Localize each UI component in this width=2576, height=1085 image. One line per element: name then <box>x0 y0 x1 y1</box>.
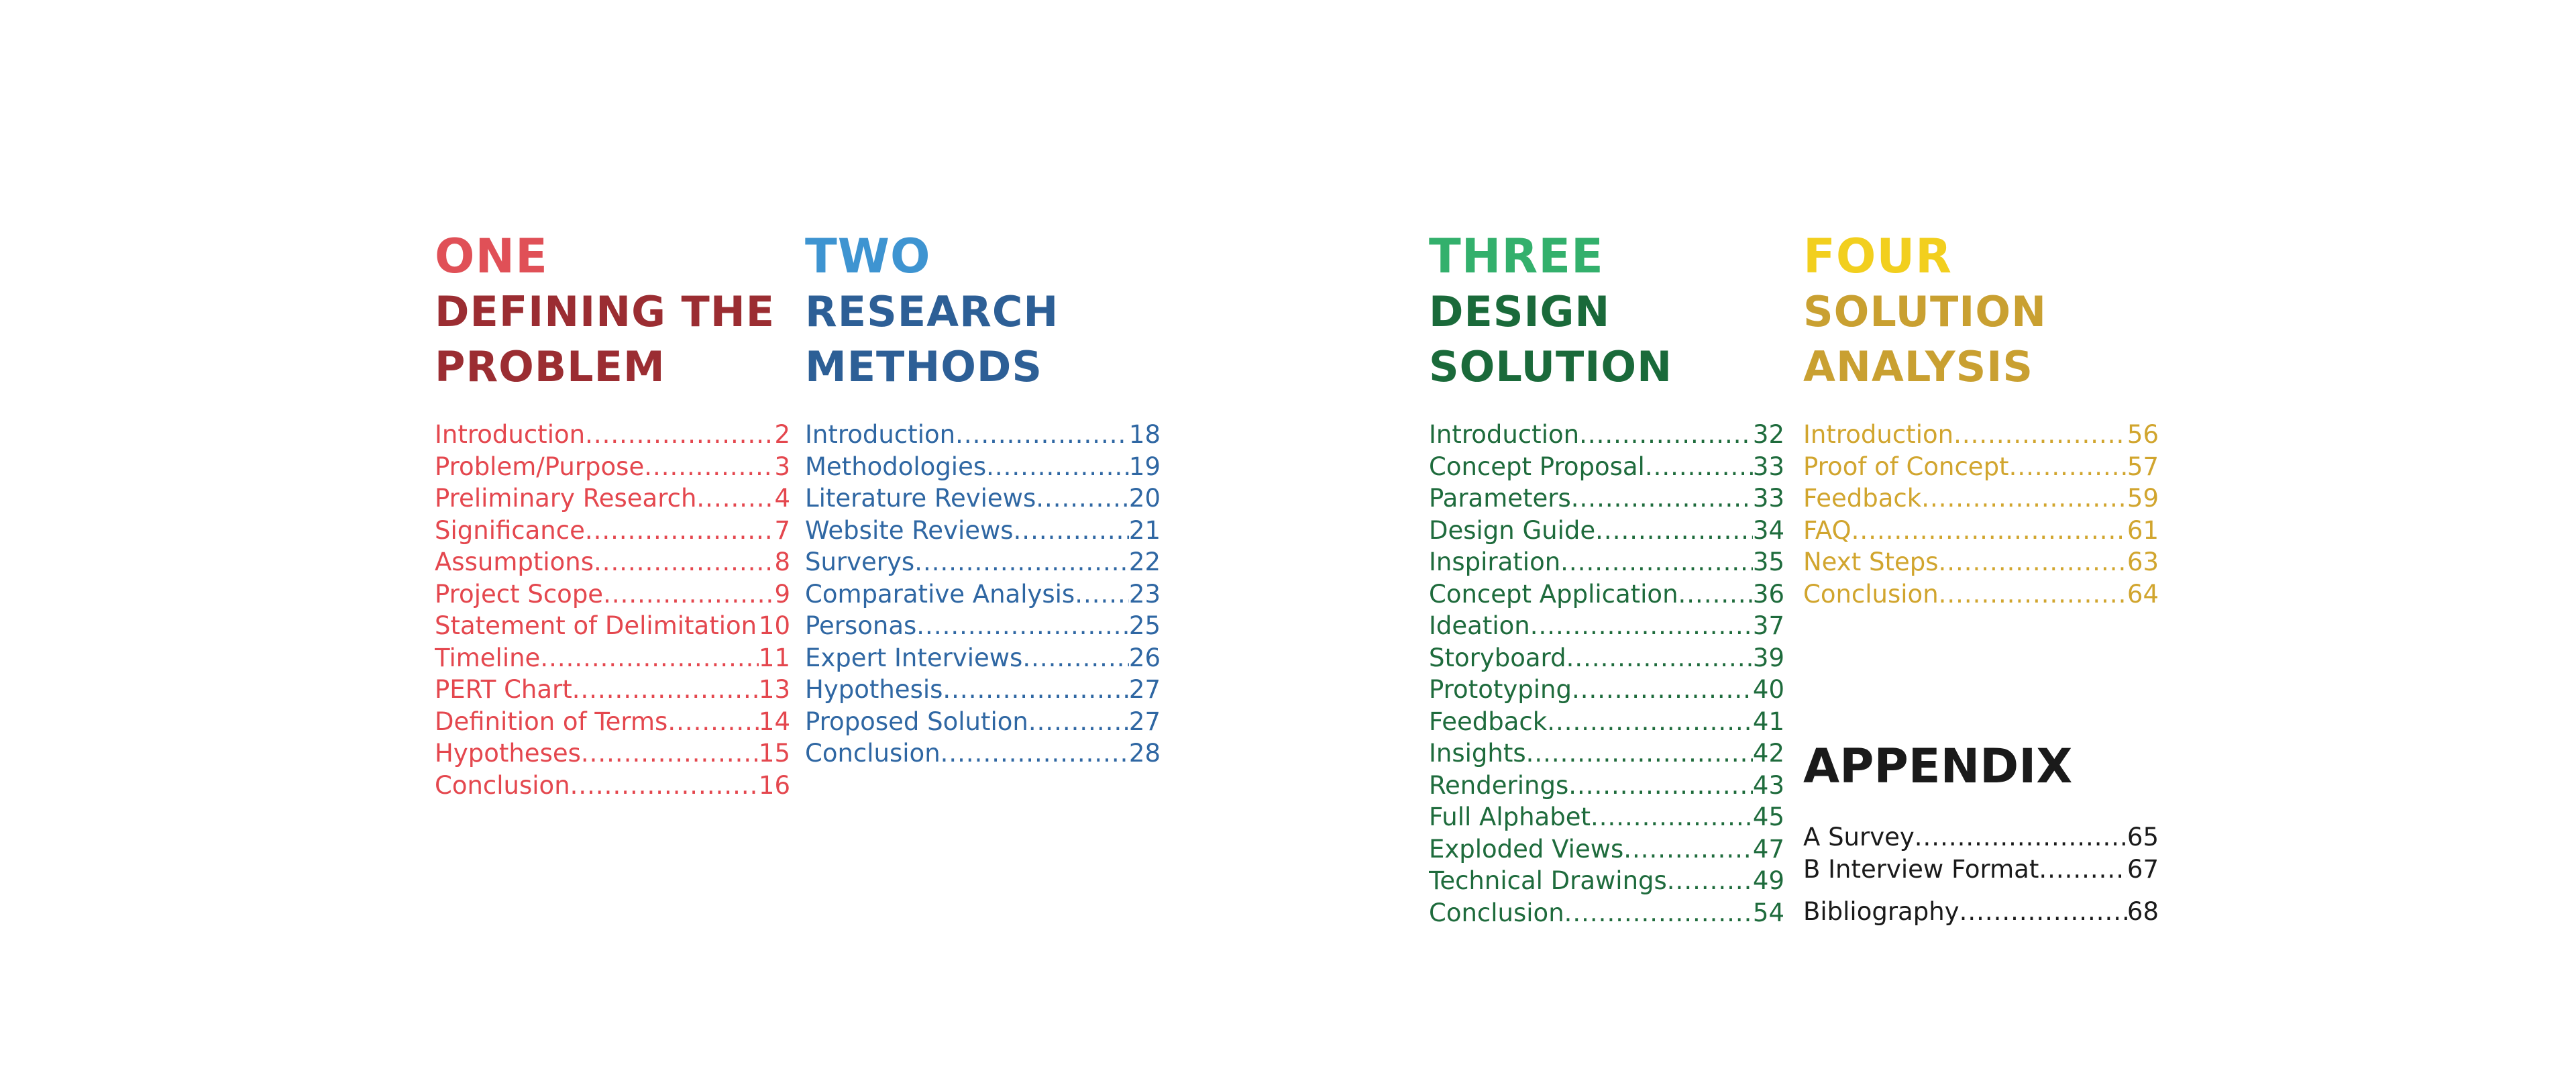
toc-leader-dots <box>1960 896 2127 928</box>
toc-leader-dots <box>943 674 1129 706</box>
toc-entry-label: Website Reviews <box>805 515 1014 545</box>
toc-entry-page: 18 <box>1128 420 1161 449</box>
toc-entry-page: 67 <box>2127 854 2159 884</box>
toc-entry <box>1429 865 1784 897</box>
toc-leader-dots <box>585 515 775 547</box>
toc-leader-dots <box>1851 515 2127 547</box>
toc-leader-dots <box>572 674 759 706</box>
toc-entry-label: Next Steps <box>1803 548 1939 576</box>
toc-entry-page: 21 <box>1128 515 1161 545</box>
toc-entry <box>1803 451 2159 483</box>
toc-entry <box>1429 610 1784 642</box>
section-four-title-line1: SOLUTION <box>1803 287 2047 336</box>
toc-entry-label: Comparative Analysis <box>805 579 1075 609</box>
toc-leader-dots <box>1645 451 1753 483</box>
toc-entry-page: 37 <box>1752 611 1784 640</box>
toc-entry-label: Parameters <box>1429 484 1571 513</box>
section-three <box>1429 228 1784 929</box>
toc-entry-page: 15 <box>758 739 790 768</box>
toc-leader-dots <box>1530 610 1753 642</box>
toc-leader-dots <box>2039 854 2127 886</box>
toc-entry-label: Inspiration <box>1429 548 1561 576</box>
toc-entry-page: 56 <box>2127 420 2159 449</box>
toc-entry-page: 13 <box>758 675 790 704</box>
toc-entry-page: 68 <box>2127 897 2159 926</box>
toc-entry-label: Hypotheses <box>435 739 581 768</box>
toc-entry <box>435 737 790 770</box>
toc-entry-page: 3 <box>774 452 790 481</box>
toc-entry-bibliography <box>1803 896 2159 928</box>
toc-leader-dots <box>1022 642 1129 674</box>
toc-entry <box>805 419 1161 451</box>
toc-entry-label: Proposed Solution <box>805 707 1028 736</box>
toc-leader-dots <box>644 451 774 483</box>
toc-entry <box>1429 515 1784 547</box>
toc-leader-dots <box>955 419 1129 451</box>
toc-entry-label: Introduction <box>435 420 586 449</box>
toc-entry <box>1429 706 1784 738</box>
toc-entry <box>805 706 1161 738</box>
toc-entry <box>805 515 1161 547</box>
section-four-entries <box>1803 419 2159 610</box>
section-two-entries <box>805 419 1161 770</box>
toc-entry-page: 7 <box>774 515 790 545</box>
toc-entry-page: 36 <box>1752 579 1784 609</box>
toc-leader-dots <box>1953 419 2127 451</box>
toc-entry-label: Literature Reviews <box>805 484 1036 513</box>
toc-leader-dots <box>1572 674 1753 706</box>
toc-entry <box>1429 482 1784 515</box>
toc-leader-dots <box>1939 578 2127 611</box>
section-one <box>435 228 790 801</box>
toc-entry-label: Conclusion <box>1429 898 1564 927</box>
toc-entry-label: B Interview Format <box>1803 854 2039 884</box>
toc-entry <box>805 482 1161 515</box>
toc-entry-page: 4 <box>774 484 790 513</box>
toc-entry <box>435 674 790 706</box>
toc-entry-label: Concept Application <box>1429 579 1678 609</box>
toc-entry <box>1429 897 1784 929</box>
toc-entry <box>1429 546 1784 578</box>
toc-leader-dots <box>540 642 759 674</box>
toc-leader-dots <box>986 451 1129 483</box>
toc-leader-dots <box>1915 821 2127 854</box>
toc-leader-dots <box>941 737 1129 770</box>
toc-entry-label: Methodologies <box>805 452 987 481</box>
toc-entry-page: 27 <box>1128 707 1161 736</box>
toc-entry <box>1429 642 1784 674</box>
toc-entry-page: 23 <box>1128 579 1161 609</box>
toc-leader-dots <box>1564 897 1753 929</box>
toc-leader-dots <box>1938 546 2127 578</box>
toc-leader-dots <box>2009 451 2127 483</box>
toc-leader-dots <box>603 578 774 611</box>
toc-leader-dots <box>696 482 774 515</box>
toc-entry <box>1803 546 2159 578</box>
toc-entry <box>1803 515 2159 547</box>
toc-entry-page: 61 <box>2127 515 2159 545</box>
toc-leader-dots <box>1547 706 1753 738</box>
toc-entry-label: Introduction <box>805 420 956 449</box>
toc-entry-label: Exploded Views <box>1429 834 1624 864</box>
section-one-entries <box>435 419 790 801</box>
toc-entry-label: Surverys <box>805 548 915 576</box>
toc-entry <box>1803 821 2159 854</box>
toc-entry-page: 42 <box>1752 739 1784 768</box>
toc-leader-dots <box>585 419 774 451</box>
toc-entry-page: 11 <box>758 643 790 672</box>
toc-entry <box>435 451 790 483</box>
toc-entry-page: 65 <box>2127 823 2159 851</box>
toc-leader-dots <box>1579 419 1753 451</box>
toc-entry-page: 25 <box>1128 611 1161 640</box>
toc-entry-page: 40 <box>1752 675 1784 704</box>
toc-entry-page: 32 <box>1752 420 1784 449</box>
toc-entry-label: Significance <box>435 515 585 545</box>
toc-entry <box>805 546 1161 578</box>
toc-entry <box>1429 578 1784 611</box>
toc-entry-label: Prototyping <box>1429 675 1572 704</box>
toc-leader-dots <box>1595 515 1753 547</box>
appendix-title: APPENDIX <box>1803 739 2073 794</box>
toc-entry <box>435 642 790 674</box>
toc-entry-label: Design Guide <box>1429 515 1596 545</box>
toc-entry <box>435 578 790 611</box>
toc-entry-label: FAQ <box>1803 515 1851 545</box>
toc-entry-page: 33 <box>1752 484 1784 513</box>
toc-leader-dots <box>1571 482 1753 515</box>
toc-entry-page: 27 <box>1128 675 1161 704</box>
section-one-title-line1: DEFINING THE <box>435 287 775 336</box>
toc-entry <box>1429 833 1784 866</box>
toc-entry <box>1803 419 2159 451</box>
toc-entry-page: 26 <box>1128 643 1161 672</box>
toc-leader-dots <box>1028 706 1129 738</box>
toc-entry-page: 22 <box>1128 548 1161 576</box>
section-four-title-line2: ANALYSIS <box>1803 342 2033 391</box>
section-two-title-line2: METHODS <box>805 342 1043 391</box>
toc-entry-page: 39 <box>1752 643 1784 672</box>
section-three-title-line2: SOLUTION <box>1429 342 1672 391</box>
toc-entry <box>435 419 790 451</box>
toc-leader-dots <box>594 546 774 578</box>
toc-entry-label: Assumptions <box>435 548 594 576</box>
toc-leader-dots <box>914 546 1129 578</box>
toc-entry <box>805 451 1161 483</box>
toc-entry-label: Concept Proposal <box>1429 452 1645 481</box>
appendix-entries <box>1803 821 2159 928</box>
appendix-spacer <box>1803 885 2159 896</box>
section-one-number: ONE <box>435 229 548 284</box>
toc-entry-label: Feedback <box>1803 484 1922 513</box>
toc-entry <box>805 610 1161 642</box>
toc-entry-page: 8 <box>774 548 790 576</box>
toc-entry <box>805 737 1161 770</box>
section-appendix <box>1803 738 2159 928</box>
toc-entry-label: Personas <box>805 611 917 640</box>
toc-entry-label: Introduction <box>1803 420 1954 449</box>
toc-entry <box>1803 578 2159 611</box>
toc-entry-page: 19 <box>1128 452 1161 481</box>
toc-entry-page: 14 <box>758 707 790 736</box>
toc-entry-page: 28 <box>1128 739 1161 768</box>
toc-leader-dots <box>1623 833 1753 866</box>
toc-entry-label: Conclusion <box>435 770 570 800</box>
section-two <box>805 228 1161 770</box>
toc-entry <box>435 482 790 515</box>
toc-entry-label: Insights <box>1429 739 1526 768</box>
toc-leader-dots <box>1921 482 2127 515</box>
section-three-number: THREE <box>1429 229 1604 284</box>
toc-entry <box>435 515 790 547</box>
toc-entry-page: 45 <box>1752 803 1784 831</box>
toc-entry <box>805 674 1161 706</box>
toc-entry <box>435 706 790 738</box>
toc-entry <box>1429 674 1784 706</box>
toc-entry-page: 54 <box>1752 898 1784 927</box>
toc-leader-dots <box>1591 801 1753 833</box>
toc-entry-page: 20 <box>1128 484 1161 513</box>
toc-entry-page: 43 <box>1752 770 1784 800</box>
section-three-title-line1: DESIGN <box>1429 287 1611 336</box>
toc-entry-label: Bibliography <box>1803 897 1960 926</box>
toc-entry-label: Expert Interviews <box>805 643 1023 672</box>
toc-entry-label: Timeline <box>435 643 541 672</box>
toc-entry <box>435 770 790 802</box>
toc-entry <box>1429 451 1784 483</box>
toc-entry-page: 63 <box>2127 548 2159 576</box>
toc-entry-label: Full Alphabet <box>1429 803 1591 831</box>
toc-entry <box>805 578 1161 611</box>
toc-entry-page: 10 <box>758 611 790 640</box>
toc-leader-dots <box>1678 578 1753 611</box>
toc-entry-page: 57 <box>2127 452 2159 481</box>
toc-entry-label: Technical Drawings <box>1429 866 1667 895</box>
toc-entry-label: Hypothesis <box>805 675 943 704</box>
toc-entry-label: Proof of Concept <box>1803 452 2009 481</box>
toc-leader-dots <box>1568 770 1753 802</box>
toc-entry-label: Project Scope <box>435 579 604 609</box>
toc-entry-label: Renderings <box>1429 770 1569 800</box>
toc-entry-page: 64 <box>2127 579 2159 609</box>
toc-leader-dots <box>1667 865 1753 897</box>
toc-entry-label: Ideation <box>1429 611 1530 640</box>
section-two-title-line1: RESEARCH <box>805 287 1059 336</box>
toc-entry-label: Conclusion <box>805 739 941 768</box>
toc-leader-dots <box>1075 578 1129 611</box>
toc-entry-label: Introduction <box>1429 420 1580 449</box>
toc-entry <box>1429 770 1784 802</box>
toc-entry <box>805 642 1161 674</box>
section-one-title-line2: PROBLEM <box>435 342 665 391</box>
toc-entry-label: Problem/Purpose <box>435 452 645 481</box>
section-four <box>1803 228 2159 610</box>
section-four-number: FOUR <box>1803 229 1953 284</box>
toc-leader-dots <box>581 737 759 770</box>
toc-entry-page: 16 <box>758 770 790 800</box>
toc-entry-label: A Survey <box>1803 823 1915 851</box>
toc-entry-label: Conclusion <box>1803 579 1939 609</box>
toc-entry <box>1429 419 1784 451</box>
toc-entry-page: 49 <box>1752 866 1784 895</box>
toc-entry-label: Feedback <box>1429 707 1548 736</box>
toc-leader-dots <box>1036 482 1129 515</box>
toc-entry-page: 34 <box>1752 515 1784 545</box>
toc-entry <box>1429 737 1784 770</box>
toc-leader-dots <box>916 610 1129 642</box>
section-two-number: TWO <box>805 229 931 284</box>
toc-leader-dots <box>1566 642 1753 674</box>
toc-entry-page: 47 <box>1752 834 1784 864</box>
toc-entry <box>435 610 790 642</box>
toc-entry-label: PERT Chart <box>435 675 572 704</box>
toc-entry-label: Storyboard <box>1429 643 1566 672</box>
toc-entry-page: 41 <box>1752 707 1784 736</box>
toc-entry <box>1803 854 2159 886</box>
toc-entry-label: Definition of Terms <box>435 707 668 736</box>
toc-entry-label: Statement of Delimitation <box>435 611 757 640</box>
toc-leader-dots <box>570 770 759 802</box>
section-three-entries <box>1429 419 1784 929</box>
toc-entry-page: 35 <box>1752 548 1784 576</box>
toc-entry-page: 33 <box>1752 452 1784 481</box>
toc-entry <box>1803 482 2159 515</box>
toc-entry-page: 2 <box>774 420 790 449</box>
toc-leader-dots <box>1560 546 1753 578</box>
toc-leader-dots <box>1526 737 1753 770</box>
toc-entry <box>1429 801 1784 833</box>
toc-entry-page: 59 <box>2127 484 2159 513</box>
toc-leader-dots <box>1014 515 1129 547</box>
toc-entry <box>435 546 790 578</box>
toc-entry-page: 9 <box>774 579 790 609</box>
toc-leader-dots <box>667 706 759 738</box>
toc-entry-label: Preliminary Research <box>435 484 697 513</box>
